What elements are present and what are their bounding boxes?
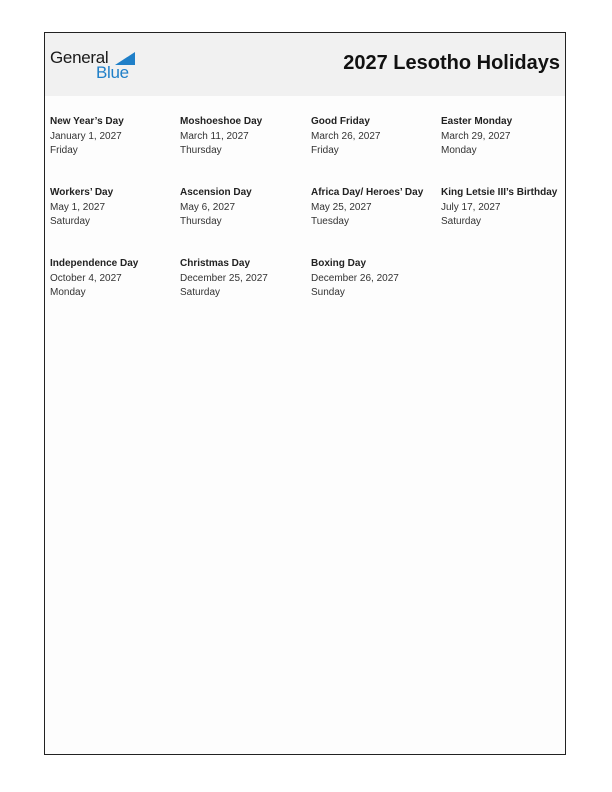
holiday-entry [311,257,439,301]
holiday-name: Good Friday [311,116,370,127]
logo-word-general: General [50,48,109,67]
holiday-name: King Letsie III’s Birthday [441,187,558,198]
holiday-entry [180,186,308,230]
holiday-weekday: Saturday [441,216,482,227]
holiday-date: May 6, 2027 [180,201,236,213]
holiday-name: Africa Day/ Heroes’ Day [311,187,424,198]
holiday-date: December 25, 2027 [180,272,268,284]
holiday-name: Moshoeshoe Day [180,116,263,127]
holiday-date: January 1, 2027 [50,130,122,142]
holiday-entry [180,257,308,301]
holiday-weekday: Friday [311,145,339,156]
holiday-weekday: Monday [50,287,86,298]
holiday-weekday: Thursday [180,216,222,227]
holiday-date: October 4, 2027 [50,272,122,284]
holiday-entry [441,186,569,230]
holiday-date: May 25, 2027 [311,201,372,213]
holiday-weekday: Tuesday [311,216,349,227]
page-header [45,33,565,96]
logo-word-blue: Blue [96,63,129,82]
holiday-name: Christmas Day [180,258,251,269]
holiday-weekday: Saturday [180,287,221,298]
holiday-entry [50,115,178,159]
holiday-date: March 11, 2027 [180,130,249,142]
holiday-date: July 17, 2027 [441,201,501,213]
holiday-date: March 26, 2027 [311,130,381,142]
holiday-date: March 29, 2027 [441,130,511,142]
holiday-entry [441,115,569,159]
holiday-name: Ascension Day [180,187,252,198]
holiday-name: New Year’s Day [50,116,124,127]
holiday-date: May 1, 2027 [50,201,106,213]
holiday-entry [50,257,178,301]
holiday-weekday: Monday [441,145,477,156]
holiday-name: Workers’ Day [50,187,114,198]
holiday-weekday: Saturday [50,216,91,227]
holiday-weekday: Friday [50,145,78,156]
holiday-weekday: Sunday [311,287,345,298]
holiday-name: Easter Monday [441,116,513,127]
holiday-weekday: Thursday [180,145,222,156]
holiday-entry [50,186,178,230]
holiday-date: December 26, 2027 [311,272,399,284]
calendar-page [44,32,566,755]
holiday-entry [311,186,439,230]
holiday-entry [311,115,439,159]
generalblue-logo [50,48,140,82]
holiday-name: Boxing Day [311,258,367,269]
page-title: 2027 Lesotho Holidays [343,52,560,74]
holiday-name: Independence Day [50,258,139,269]
holiday-entry [180,115,308,159]
